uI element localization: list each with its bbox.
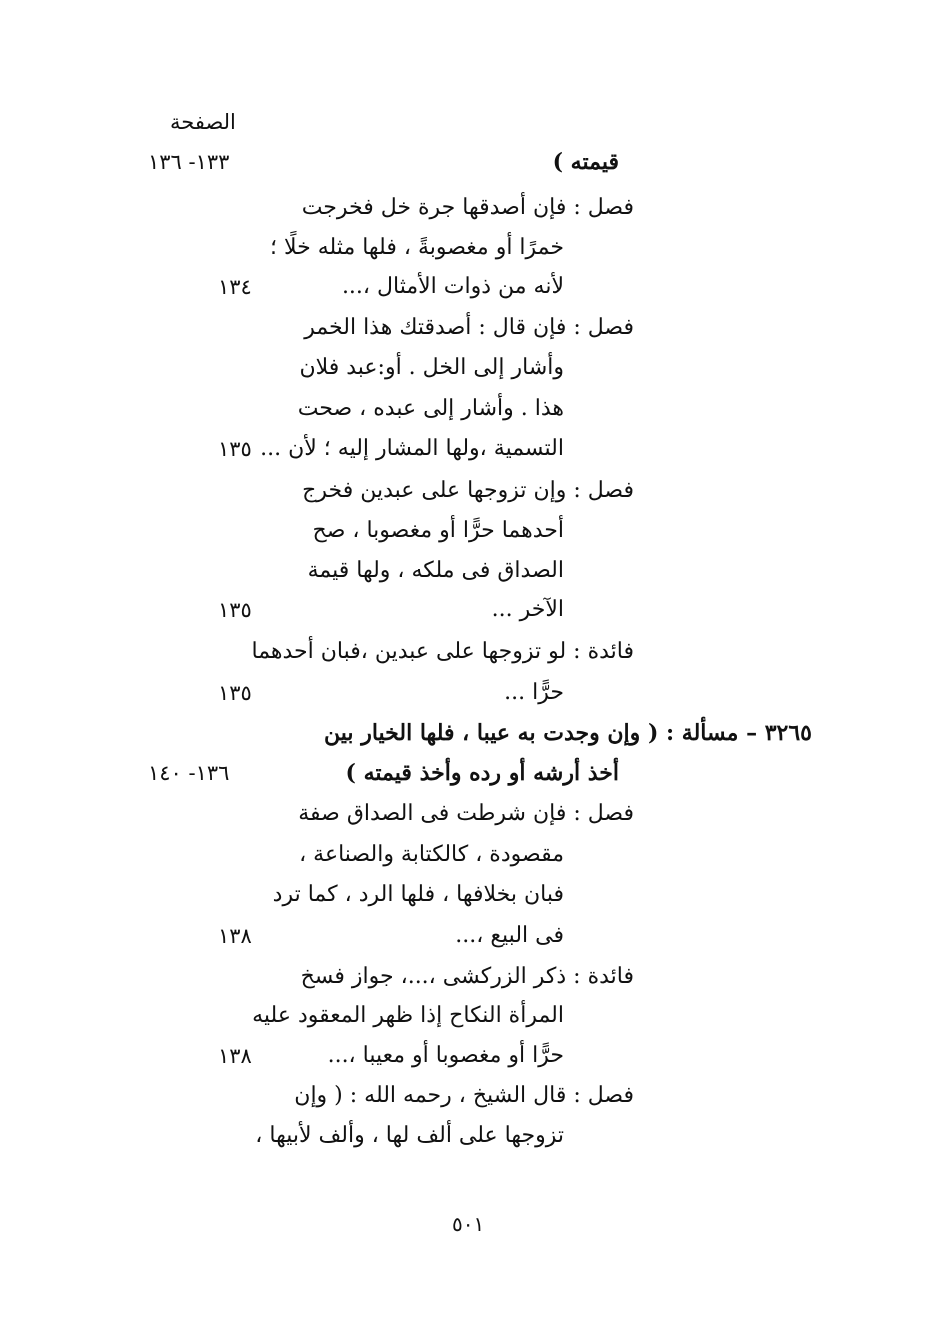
page-ref: ١٣٤ — [218, 275, 252, 299]
entry-line: حرًّا أو مغصوبا أو معيبا ،... — [327, 1043, 564, 1068]
entry-line: الآخر ... — [491, 597, 564, 622]
entry-line: فصل : فإن أصدقها جرة خل فخرجت — [301, 195, 634, 220]
page-ref: ١٣٣- ١٣٦ — [148, 150, 230, 174]
entry-line: فى البيع ،... — [455, 923, 564, 948]
entry-line: فصل : فإن قال : أصدقتك هذا الخمر — [304, 315, 634, 340]
page-column-header: الصفحة — [170, 110, 236, 134]
entry-line: فائدة : لو تزوجها على عبدين ،فبان أحدهما — [251, 639, 634, 664]
entry-line: وأشار إلى الخل . أو:عبد فلان — [299, 355, 564, 380]
entry-line: تزوجها على ألف لها ، وألف لأبيها ، — [255, 1123, 564, 1148]
entry-line: فصل : فإن شرطت فى الصداق صفة — [298, 801, 634, 826]
page-ref: ١٣٥ — [218, 437, 252, 461]
entry-line: الصداق فى ملكه ، ولها قيمة — [307, 558, 564, 583]
entry-line: هذا . وأشار إلى عبده ، صحت — [297, 396, 564, 421]
entry-line: قيمته ) — [552, 149, 619, 175]
entry-line: فائدة : ذكر الزركشى ،...، جواز فسخ — [300, 964, 634, 989]
entry-line: التسمية ،ولها المشار إليه ؛ لأن ... — [260, 436, 564, 461]
entry-line: المرأة النكاح إذا ظهر المعقود عليه — [252, 1003, 564, 1028]
page-number-footer: ٥٠١ — [452, 1212, 485, 1236]
entry-line: حرًّا ... — [504, 680, 564, 705]
page-ref: ١٣٨ — [218, 924, 252, 948]
entry-line: مقصودة ، كالكتابة والصناعة ، — [299, 842, 564, 867]
entry-line: خمرًا أو مغصوبةً ، فلها مثله خلًا ؛ — [270, 235, 564, 260]
entry-line-masala: أخذ أرشه أو رده وأخذ قيمته ) — [345, 760, 619, 786]
page-ref: ١٣٥ — [218, 598, 252, 622]
entry-line: فبان بخلافها ، فلها الرد ، كما ترد — [272, 882, 564, 907]
entry-line: لأنه من ذوات الأمثال ،... — [341, 274, 564, 299]
entry-line: فصل : وإن تزوجها على عبدين فخرج — [302, 478, 634, 503]
entry-line: فصل : قال الشيخ ، رحمه الله : ( وإن — [294, 1083, 634, 1108]
page-ref: ١٣٨ — [218, 1044, 252, 1068]
page-ref: ١٣٥ — [218, 681, 252, 705]
page-ref: ١٣٦- ١٤٠ — [148, 761, 230, 785]
entry-line: أحدهما حرًّا أو مغصوبا ، صح — [312, 518, 564, 543]
entry-line-masala: ٣٢٦٥ – مسألة : ( وإن وجدت به عيبا ، فلها الخيار بين — [324, 720, 812, 746]
